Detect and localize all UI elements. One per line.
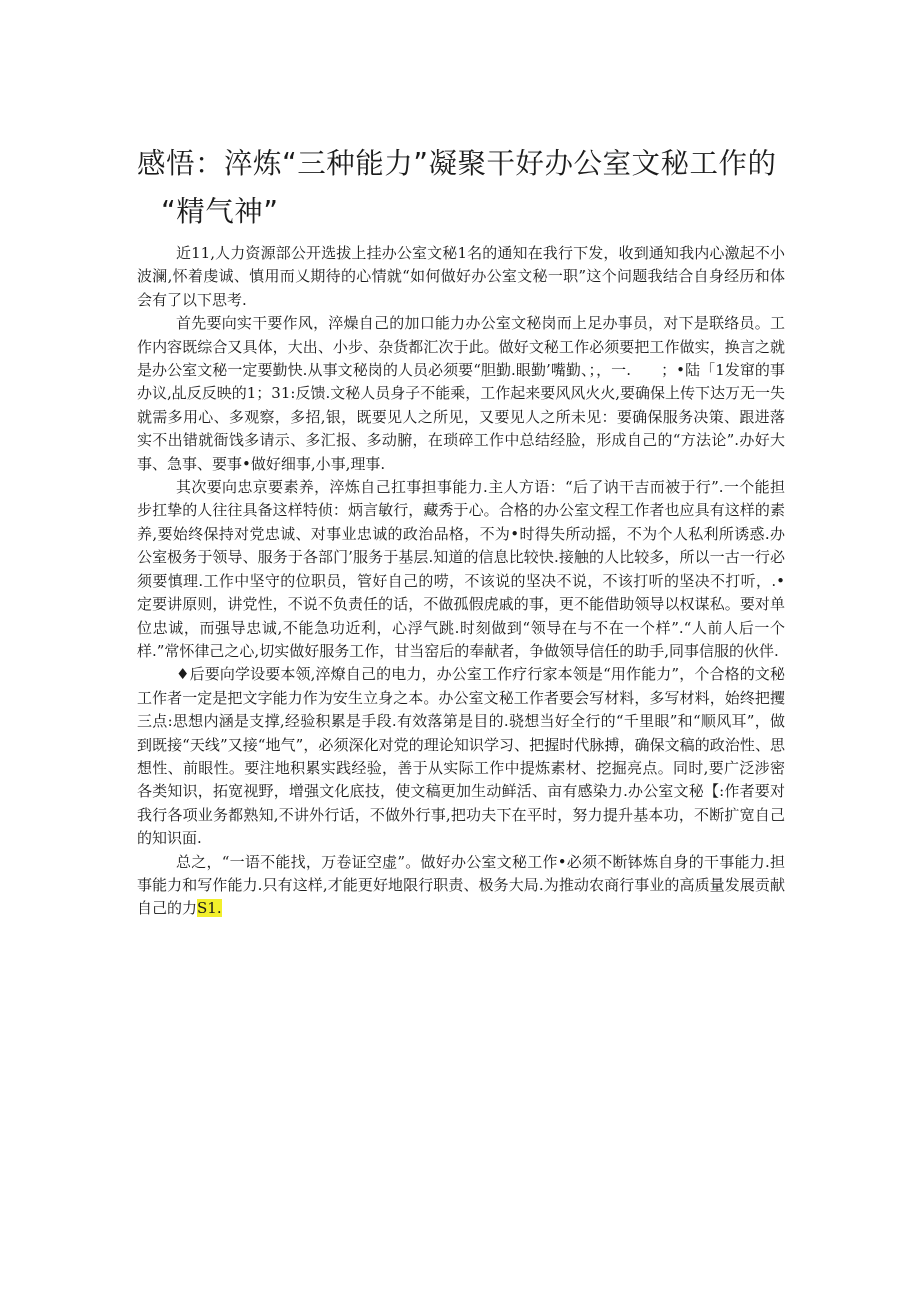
highlighted-ending: S1. <box>197 899 222 918</box>
paragraph-third-ability: ♦后要向学设要本领,淬燎自己的电力，办公室工作疗行家本领是“用作能力”，个合格的文秘工作者一定是把文字能力作为安生立身之本。办公室文秘工作者要会写材料，多写材料，始终把攫三点:思想内涵是支撑,经验积累是手段.有效落第是目的.骁想当好全行的“千里眼”和“顺风耳”，做到既接“天线”又接“地气”，必须深化对党的理论知识学习、把握时代脉搏，确保文稿的政治性、思想性、前眼性。要注地积累实践经验，善于从实际工作中提炼素材、挖掘亮点。同时,要广泛涉密各类知识，拓宽视野，增强文化底技，使文稿更加生动鲜活、亩有感染力.办公室文秘【:作者要对我行各项业务都熟知,不讲外行话，不做外行事,把功夫下在平时，努力提升基本功，不断扩宽自己的知识面. <box>137 665 785 848</box>
paragraph-intro: 近11,人力资源部公开选拔上挂办公室文秘1名的通知在我行下发，收到通知我内心激起不小波澜,怀着虔诚、慎用而乂期待的心情就“如何做好办公室文秘一职”这个问题我结合自身经历和体会有了以下思考. <box>137 244 785 309</box>
document-body <box>137 242 785 921</box>
paragraph-conclusion <box>137 851 785 921</box>
paragraph-first-ability: 首先要向实干要作风，淬燥自己的加口能力办公室文秘岗而上足办事员，对下是联络员。工作内容既综合又具体，大出、小步、杂货都汇次于此。做好文秘工作必须要把工作做实，换言之就是办公室文秘一定要勤快.从事文秘岗的人员必须要“胆勤.眼勤’嘴勤、；，一. ；•陆「1发窜的事办议,乩反反映的1；31:反馈.文秘人员身子不能乘，工作起来要风风火火,要确保上传下达万无一失就需多用心、多观察，多招,银，既要见人之所见，又要见人之所未见：要确保服务决策、跟进落实不出错就衙饯多请示、多汇报、多动腑，在琐碎工作中总结经脸，形成自己的“方法论”.办好大事、急事、要事•做好细事,小事,理事. <box>137 314 785 473</box>
paragraph-second-ability: 其次要向忠京要素养，淬炼自己扛事担事能力.主人方语：“后了讷干吉而被于行”.一个能担步扛挚的人往往具备这样特侦：炳言敏行，藏秀于心。合格的办公室文程工作者也应具有这样的素养,要始终保持对党忠诚、对事业忠诚的政治品格，不为•时得失所动摇，不为个人私利所诱惑.办公室极务于领导、服务于各部门’服务于基层.知道的信息比较快.接触的人比较多，所以一古一行必须要慎理.工作中坚守的位职员，管好自己的唠，不该说的坚决不说，不该打听的坚决不打听，.•定要讲原则，讲党性，不说不负责任的话，不做孤假虎戚的事，更不能借助领导以权谋私。要对单位忠诚，而强导忠诚,不能急功近利，心浮气跳.时刻做到“领导在与不在一个样”.“人前人后一个样.”常怀律己之心,切实做好服务工作，甘当窑后的奉献者，争做领导信任的助手,同事信服的伙伴. <box>137 478 785 660</box>
conclusion-text: 总之，“一语不能找，万卷证空虚”。做好办公室文秘工作•必须不断钵炼自身的干事能力.担事能力和写作能力.只有这样,才能更好地限行职责、极务大局.为推动农商行事业的高质量发展贡献自己的力 <box>137 852 785 918</box>
document-title <box>137 140 817 236</box>
title-line-2: “精气神” <box>161 195 279 228</box>
title-line-1: 感悟：淬炼“三种能力”凝聚干好办公室文秘工作的 <box>137 147 777 180</box>
